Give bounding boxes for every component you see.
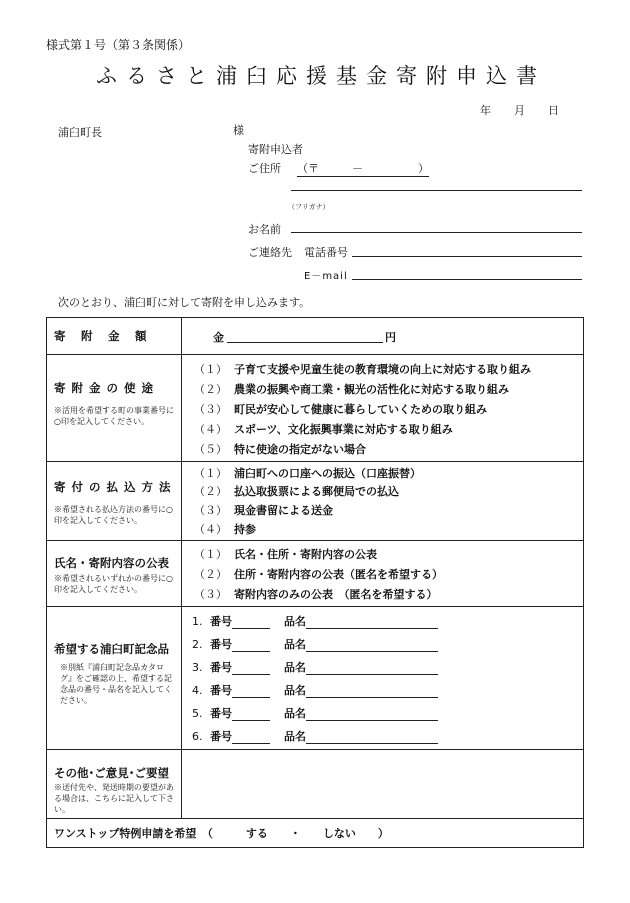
payment-row [47, 462, 583, 541]
gift-number-field[interactable] [232, 685, 270, 698]
form-title: ふるさと浦臼応援基金寄附申込書 [96, 64, 546, 88]
usage-options [182, 355, 583, 461]
comments-note: ※送付先や、発送時期の要望がある場合は、こちらに記入して下さい。 [54, 783, 174, 814]
gift-number-label: 番号 [210, 638, 232, 651]
phone-field[interactable] [352, 256, 582, 257]
payment-options [182, 462, 583, 540]
gift-item-label: 品名 [284, 638, 306, 651]
gift-item-field[interactable] [306, 685, 438, 698]
usage-option[interactable]: （２） 農業の振興や商工業・観光の活性化に対応する取り組み [194, 383, 509, 396]
onestop-row [47, 819, 583, 847]
gift-number-label: 番号 [210, 661, 232, 674]
gift-item-field[interactable] [306, 616, 438, 629]
address-line[interactable] [291, 190, 582, 191]
gift-item-field[interactable] [306, 662, 438, 675]
usage-option[interactable]: （５） 特に使途の指定がない場合 [194, 443, 366, 456]
gift-item-label: 品名 [284, 615, 306, 628]
gifts-label: 希望する浦臼町記念品 [54, 642, 169, 656]
gifts-note: ※別紙『浦臼町記念品カタログ』をご確認の上、希望する記念品の番号・品名を記入してください。 [60, 663, 172, 705]
payment-note: ※希望される払込方法の番号に○印を記入してください。 [54, 505, 173, 525]
usage-option[interactable]: （４） スポーツ、文化振興事業に対応する取り組み [194, 423, 453, 436]
publication-option[interactable]: （１） 氏名・住所・寄附内容の公表 [194, 548, 377, 561]
usage-option[interactable]: （１） 子育て支援や児童生徒の教育環境の向上に対応する取り組み [194, 363, 531, 376]
date-month: 月 [514, 104, 525, 117]
payment-option[interactable]: （４） 持参 [194, 523, 256, 536]
amount-field[interactable] [182, 318, 583, 354]
payment-option[interactable]: （３） 現金書留による送金 [194, 504, 333, 517]
gift-row-number: 5. [192, 707, 203, 720]
phone-label: 電話番号 [304, 246, 348, 259]
usage-option[interactable]: （３） 町民が安心して健康に暮らしていくための取り組み [194, 403, 487, 416]
intro-text: 次のとおり、浦臼町に対して寄附を申し込みます。 [58, 296, 311, 309]
gifts-row [47, 607, 583, 750]
gift-item-label: 品名 [284, 684, 306, 697]
date-day: 日 [548, 104, 559, 117]
publication-label: 氏名・寄附内容の公表 [54, 556, 169, 570]
publication-option[interactable]: （２） 住所・寄附内容の公表（匿名を希望する） [194, 568, 443, 581]
amount-suffix: 円 [385, 331, 396, 344]
gift-row [192, 728, 438, 744]
usage-note: ※活用を希望する町の事業番号に○印を記入してください。 [54, 406, 174, 426]
onestop-text[interactable]: ワンストップ特例申請を希望 （ する ・ しない ） [54, 827, 389, 840]
amount-label: 寄 附 金 額 [54, 329, 149, 343]
gift-item-field[interactable] [306, 639, 438, 652]
gift-number-label: 番号 [210, 707, 232, 720]
gift-number-field[interactable] [232, 662, 270, 675]
date-year: 年 [480, 104, 491, 117]
address-label: ご住所 [248, 162, 281, 175]
gift-item-field[interactable] [306, 731, 438, 744]
gift-row-number: 2. [192, 638, 203, 651]
comments-field[interactable] [182, 750, 583, 818]
gift-item-label: 品名 [284, 707, 306, 720]
comments-label: その他･ご意見･ご要望 [54, 766, 169, 780]
gift-row [192, 682, 438, 698]
publication-note: ※希望されるいずれかの番号に○印を記入してください。 [54, 574, 173, 594]
application-table [46, 317, 584, 848]
gift-number-field[interactable] [232, 639, 270, 652]
gift-row [192, 705, 438, 721]
comments-row [47, 750, 583, 819]
furigana-label: （フリガナ） [288, 203, 330, 211]
amount-line[interactable] [227, 330, 383, 343]
payment-option[interactable]: （１） 浦臼町への口座への振込（口座振替） [194, 467, 421, 480]
gift-number-field[interactable] [232, 708, 270, 721]
gift-row-number: 6. [192, 730, 203, 743]
addressee-honorific: 様 [233, 124, 244, 137]
usage-row [47, 355, 583, 462]
publication-row [47, 541, 583, 607]
gift-row [192, 613, 438, 629]
gift-item-label: 品名 [284, 730, 306, 743]
amount-prefix: 金 [213, 331, 224, 344]
gift-number-field[interactable] [232, 616, 270, 629]
gift-row-number: 3. [192, 661, 203, 674]
gift-row-number: 4. [192, 684, 203, 697]
gift-number-label: 番号 [210, 730, 232, 743]
gift-number-field[interactable] [232, 731, 270, 744]
gift-item-label: 品名 [284, 661, 306, 674]
addressee-name: 浦臼町長 [58, 126, 102, 139]
email-field[interactable] [352, 279, 582, 280]
gift-row [192, 659, 438, 675]
email-label: E－mail [304, 271, 348, 282]
usage-label: 寄 附 金 の 使 途 [54, 381, 155, 395]
gift-item-field[interactable] [306, 708, 438, 721]
gift-row [192, 636, 438, 652]
form-number: 様式第１号（第３条関係） [46, 38, 191, 52]
gift-row-number: 1. [192, 615, 203, 628]
postal-code-field[interactable]: （〒 － ） [297, 162, 429, 175]
payment-label: 寄 付 の 払 込 方 法 [54, 480, 172, 494]
gifts-list [182, 607, 583, 749]
name-field[interactable] [291, 232, 582, 233]
payment-option[interactable]: （２） 払込取扱票による郵便局での払込 [194, 485, 399, 498]
contact-label: ご連絡先 [248, 246, 292, 259]
gift-number-label: 番号 [210, 615, 232, 628]
publication-options [182, 541, 583, 606]
applicant-heading: 寄附申込者 [248, 143, 303, 156]
name-label: お名前 [248, 223, 281, 236]
gift-number-label: 番号 [210, 684, 232, 697]
amount-row [47, 318, 583, 355]
publication-option[interactable]: （３） 寄附内容のみの公表 （匿名を希望する） [194, 588, 438, 601]
